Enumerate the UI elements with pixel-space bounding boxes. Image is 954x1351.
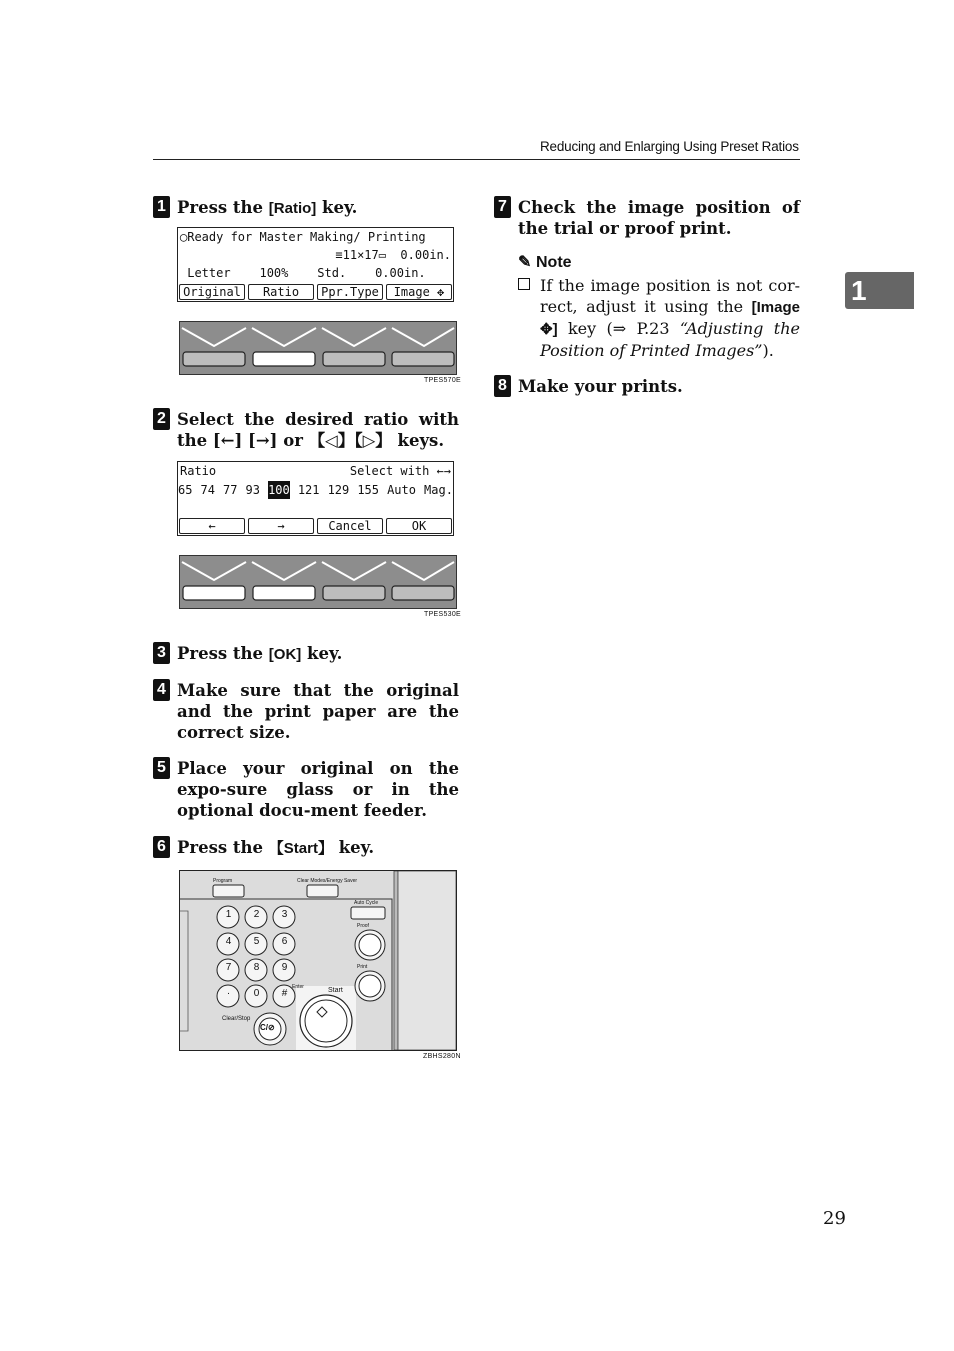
clear-stop-label: Clear/Stop (222, 1016, 251, 1022)
step-text: Press the (177, 198, 269, 217)
step-text: Press the (177, 644, 269, 663)
ratio-option[interactable]: Mag. (424, 483, 453, 497)
ratio-option[interactable]: 93 (245, 483, 260, 497)
lcd-screen-ready (177, 227, 454, 302)
start-label: Start (328, 987, 343, 994)
page-number: 29 (823, 1208, 846, 1229)
note-text: If the image position is not cor-rect, adjust it using the (540, 276, 800, 316)
key-7[interactable]: 7 (225, 962, 232, 973)
softkey-cancel[interactable]: Cancel (317, 518, 383, 534)
selection-key-strip (179, 555, 457, 609)
ratio-option[interactable]: 77 (223, 483, 238, 497)
key-dot[interactable]: · (226, 988, 231, 999)
running-header: Reducing and Enlarging Using Preset Ratios (540, 139, 799, 154)
clear-modes-label: Clear Modes/Energy Saver (297, 878, 358, 884)
step-text: Make sure that the original and the print paper are the correct size. (177, 681, 459, 742)
key-name: [Ratio] (268, 200, 317, 217)
step-text: key. (301, 644, 343, 663)
step-5 (153, 758, 459, 821)
key-2[interactable]: 2 (253, 909, 260, 920)
clear-stop-key[interactable]: C/⊘ (260, 1023, 275, 1032)
enter-label: Enter (292, 984, 304, 990)
cross-reference[interactable]: “Adjusting the Position of Printed Images” (540, 319, 800, 360)
key-5[interactable]: 5 (253, 936, 260, 947)
note-body (518, 275, 800, 361)
step-number: 1 (153, 196, 170, 218)
step-2 (153, 409, 459, 451)
softkey-right[interactable]: → (248, 518, 314, 534)
key-hash[interactable]: # (281, 988, 288, 999)
softkey-image[interactable]: Image ✥ (386, 284, 452, 300)
selection-keys-graphic (180, 556, 456, 608)
step-text: Select the desired ratio with the [←] [→] or 【◁】【▷】 keys. (177, 410, 459, 450)
step-number: 6 (153, 836, 170, 858)
note-text: ). (762, 341, 774, 360)
note-heading (518, 252, 572, 272)
key-4[interactable]: 4 (225, 936, 232, 947)
step-text: key. (332, 838, 375, 857)
proof-label: Proof (357, 923, 369, 929)
figure-code: TPES570E (424, 377, 462, 384)
ratio-option[interactable]: Auto (387, 483, 416, 497)
checkbox-bullet-icon (518, 278, 530, 290)
softkey-left[interactable]: ← (179, 518, 245, 534)
operation-panel-illustration (179, 870, 457, 1051)
lcd-softkeys (178, 518, 453, 534)
step-text: key. (316, 198, 358, 217)
figure-code: TPES530E (424, 611, 462, 618)
ratio-option[interactable]: 121 (297, 483, 320, 497)
ratio-option[interactable]: 129 (327, 483, 350, 497)
step-number: 8 (494, 375, 511, 397)
lcd-settings-line: Letter 100% Std. 0.00in. (180, 266, 426, 280)
key-9[interactable]: 9 (281, 962, 288, 973)
header-rule (153, 159, 800, 160)
step-text: Press the (177, 838, 269, 857)
lcd-ratio-list (178, 481, 453, 499)
operation-panel-graphic (180, 871, 456, 1050)
step-3 (153, 643, 459, 665)
step-text: Make your prints. (518, 377, 683, 396)
chapter-tab: 1 (845, 272, 914, 309)
selection-key-strip (179, 321, 457, 375)
step-number: 4 (153, 679, 170, 701)
ratio-option-selected[interactable]: 100 (268, 483, 290, 497)
auto-cycle-label: Auto Cycle (354, 900, 379, 906)
lcd-ratio-hint: Select with ←→ (349, 464, 451, 478)
print-label: Print (357, 964, 368, 970)
key-name: [Image ✥] (540, 299, 800, 338)
step-number: 7 (494, 196, 511, 218)
key-1[interactable]: 1 (225, 909, 232, 920)
ratio-option[interactable]: 155 (357, 483, 379, 497)
lcd-softkeys (178, 284, 453, 300)
lcd-status-line: ◯Ready for Master Making/ Printing (180, 230, 426, 244)
key-name: 【Start】 (268, 840, 333, 857)
softkey-ok[interactable]: OK (386, 518, 452, 534)
key-8[interactable]: 8 (253, 962, 260, 973)
key-name: [OK] (268, 646, 302, 663)
step-number: 2 (153, 408, 170, 430)
note-text: key (⇒ P.23 (557, 319, 680, 338)
step-4 (153, 680, 459, 743)
step-8 (494, 376, 800, 397)
selection-keys-graphic (180, 322, 456, 374)
lcd-ratio-title: Ratio (180, 464, 217, 478)
step-text: Check the image position of the trial or proof print. (518, 198, 800, 238)
step-number: 3 (153, 642, 170, 664)
softkey-ratio[interactable]: Ratio (248, 284, 314, 300)
softkey-paper-type[interactable]: Ppr.Type (317, 284, 383, 300)
ratio-option[interactable]: 74 (200, 483, 215, 497)
lcd-paper-line: ≡11×17▭ 0.00in. (335, 248, 451, 262)
ratio-option[interactable]: 65 (178, 483, 193, 497)
step-number: 5 (153, 757, 170, 779)
key-3[interactable]: 3 (281, 909, 288, 920)
softkey-original[interactable]: Original (179, 284, 245, 300)
figure-code: ZBHS280N (423, 1053, 461, 1060)
lcd-screen-ratio (177, 461, 454, 536)
key-6[interactable]: 6 (281, 936, 288, 947)
pencil-icon: ✎ (518, 254, 532, 271)
step-6 (153, 837, 459, 859)
step-1 (153, 197, 459, 219)
key-0[interactable]: 0 (253, 988, 260, 999)
program-label: Program (213, 878, 233, 884)
note-heading-text: Note (536, 254, 572, 271)
step-text: Place your original on the expo-sure glass or in the optional docu-ment feeder. (177, 759, 459, 820)
step-7 (494, 197, 800, 239)
